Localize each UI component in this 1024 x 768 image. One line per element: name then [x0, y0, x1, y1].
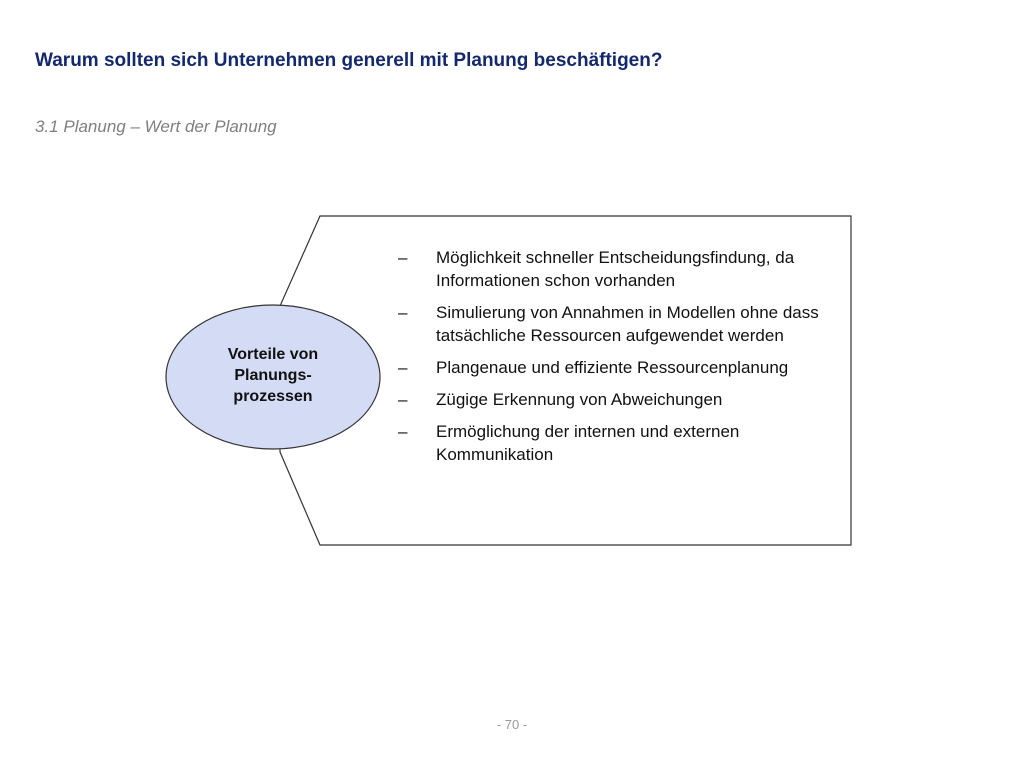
benefits-list — [398, 246, 843, 475]
ellipse-label — [180, 344, 366, 407]
page-number: - 70 - — [496, 717, 528, 732]
list-item-text: Zügige Erkennung von Abweichungen — [436, 390, 723, 409]
list-item-text: Ermöglichung der internen und externen Kommunikation — [436, 422, 740, 464]
ellipse-label-line-3: prozessen — [233, 388, 313, 405]
slide-title: Warum sollten sich Unternehmen generell mit Planung beschäftigen? — [35, 50, 663, 71]
list-item-text: Plangenaue und effiziente Ressourcenplanung — [436, 358, 789, 377]
list-item-text: Möglichkeit schneller Entscheidungsfindung, da Informationen schon vorhanden — [436, 248, 795, 290]
bullet-dash: – — [398, 422, 408, 441]
bullet-dash: – — [398, 248, 408, 267]
slide-subtitle: 3.1 Planung – Wert der Planung — [35, 117, 277, 136]
bullet-dash: – — [398, 303, 408, 322]
ellipse-label-line-1: Vorteile von — [227, 346, 319, 363]
list-item — [398, 420, 843, 466]
ellipse-label-line-2: Planungs- — [234, 367, 312, 384]
list-item — [398, 388, 843, 411]
list-item — [398, 246, 843, 292]
list-item-text: Simulierung von Annahmen in Modellen ohne dass tatsächliche Ressourcen aufgewendet werden — [436, 303, 819, 345]
list-item — [398, 301, 843, 347]
bullet-dash: – — [398, 390, 408, 409]
bullet-dash: – — [398, 358, 408, 377]
list-item — [398, 356, 843, 379]
